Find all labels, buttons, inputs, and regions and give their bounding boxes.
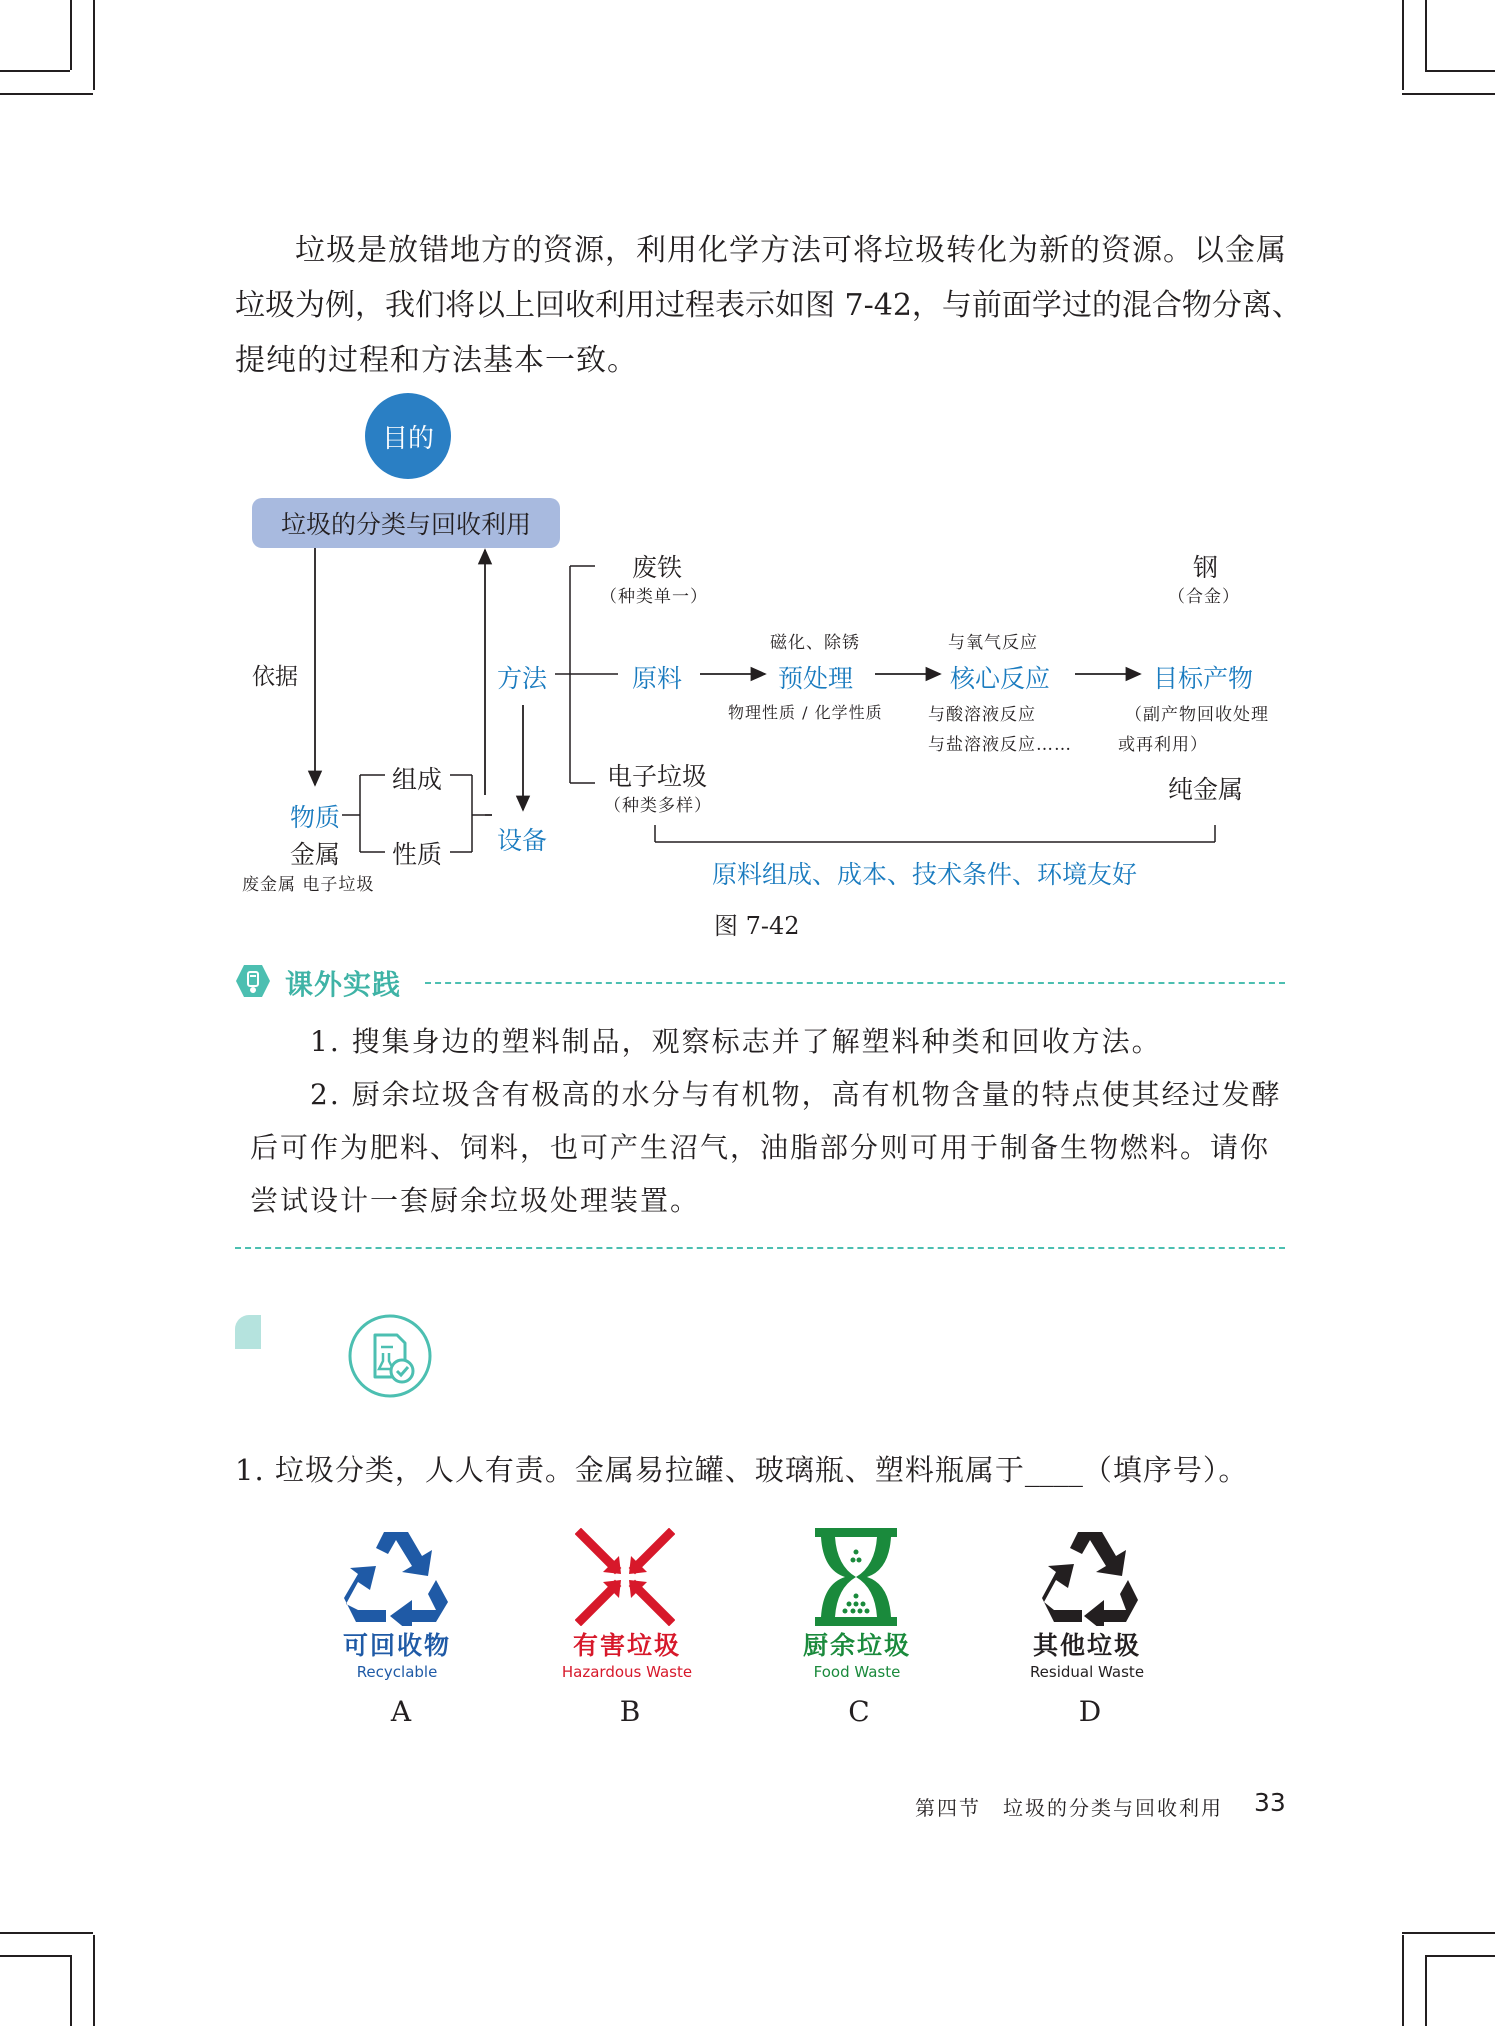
intro-line: 垃圾是放错地方的资源，利用化学方法可将垃圾转化为新的资源。以金属 (295, 233, 1287, 268)
intro-line: 提纯的过程和方法基本一致。 (235, 343, 638, 378)
e-waste-note: （种类多样） (604, 796, 712, 816)
figure-caption: 图 7-42 (714, 912, 800, 940)
core-top-note: 与氧气反应 (948, 633, 1038, 653)
crop-mark (1425, 1955, 1427, 2026)
option-letter: A (390, 1695, 412, 1728)
bin-name: 可回收物 (342, 1631, 451, 1660)
crop-mark (93, 1935, 95, 2026)
scrap-iron-label: 废铁 (632, 553, 683, 582)
substance-label: 物质 (290, 803, 341, 832)
question-1 (235, 1448, 1248, 1489)
practice-item: 尝试设计一套厨余垃圾处理装置。 (250, 1184, 701, 1217)
factors-label: 原料组成、成本、技术条件、环境友好 (712, 860, 1138, 889)
question-text: 1. 垃圾分类，人人有责。金属易拉罐、玻璃瓶、塑料瓶属于 (235, 1453, 1025, 1487)
metal-examples-note: 废金属 电子垃圾 (242, 875, 375, 895)
e-waste-label: 电子垃圾 (607, 762, 708, 791)
crop-mark (0, 1932, 93, 1934)
option-letter: C (848, 1695, 870, 1728)
hazard-arrows-icon (575, 1528, 675, 1626)
steel-note: （合金） (1168, 587, 1240, 607)
practice-title: 课外实践 (285, 968, 402, 1001)
bin-name: 其他垃圾 (1032, 1631, 1141, 1660)
scrap-iron-note: （种类单一） (600, 587, 708, 607)
pretreatment-bottom-note: 物理性质 / 化学性质 (728, 703, 883, 722)
hourglass-icon (815, 1528, 897, 1626)
core-reaction-label: 核心反应 (950, 664, 1051, 693)
metal-label: 金属 (290, 840, 341, 869)
crop-mark (1402, 1935, 1404, 2026)
crop-mark (70, 1955, 72, 2026)
raw-material-label: 原料 (632, 664, 683, 693)
bin-label-b (527, 1630, 727, 1682)
target-note: （副产物回收处理 (1125, 705, 1269, 725)
footer-section-title: 第四节 垃圾的分类与回收利用 (915, 1796, 1223, 1820)
pretreatment-top-note: 磁化、除锈 (770, 633, 860, 653)
method-label: 方法 (497, 664, 548, 693)
answer-blank[interactable]: ____ (1024, 1453, 1083, 1487)
crop-mark (1425, 1955, 1495, 1957)
intro-line: 垃圾为例，我们将以上回收利用过程表示如图 7-42，与前面学过的混合物分离、 (235, 288, 1302, 323)
property-label: 性质 (392, 840, 443, 869)
option-letter: B (619, 1695, 641, 1728)
bin-name-en: Recyclable (356, 1663, 438, 1681)
goal-box (252, 498, 560, 548)
practice-item: 后可作为肥料、饲料，也可产生沼气，油脂部分则可用于制备生物燃料。请你 (250, 1131, 1271, 1164)
practice-icon (235, 963, 271, 999)
pure-metal-label: 纯金属 (1168, 775, 1244, 804)
bin-name-en: Residual Waste (1029, 1663, 1145, 1681)
practice-item: 1. 搜集身边的塑料制品，观察标志并了解塑料种类和回收方法。 (310, 1025, 1162, 1058)
practice-item: 2. 厨余垃圾含有极高的水分与有机物，高有机物含量的特点使其经过发酵 (310, 1078, 1282, 1111)
composition-label: 组成 (392, 765, 443, 794)
exercise-tab-marker (235, 1315, 261, 1349)
bin-name-en: Hazardous Waste (561, 1663, 693, 1681)
goal-box-label: 垃圾的分类与回收利用 (280, 510, 531, 539)
core-bottom-note: 与酸溶液反应 (928, 705, 1036, 725)
purpose-badge (365, 393, 451, 479)
steel-label: 钢 (1193, 553, 1219, 582)
crop-mark (1402, 1932, 1495, 1934)
bin-name: 厨余垃圾 (802, 1631, 911, 1660)
question-suffix: （填序号）。 (1082, 1453, 1249, 1487)
diagram-lines (0, 0, 1495, 950)
practice-bottom-divider (235, 1247, 1285, 1249)
recycle-icon (340, 1528, 452, 1626)
core-bottom-note: 与盐溶液反应…… (928, 735, 1072, 755)
option-letter: D (1078, 1695, 1102, 1728)
exercise-document-icon (347, 1313, 433, 1399)
recycle-icon (1040, 1528, 1140, 1626)
purpose-badge-label: 目的 (381, 423, 434, 454)
bin-label-d (987, 1630, 1187, 1682)
basis-label: 依据 (252, 664, 298, 690)
crop-mark (0, 1955, 70, 1957)
bin-label-a (297, 1630, 497, 1682)
target-product-label: 目标产物 (1153, 664, 1254, 693)
page-number: 33 (1254, 1788, 1286, 1817)
bin-name-en: Food Waste (813, 1663, 901, 1681)
bin-label-c (757, 1630, 957, 1682)
target-note: 或再利用） (1118, 735, 1208, 755)
bin-name: 有害垃圾 (572, 1631, 681, 1660)
practice-top-divider (425, 982, 1285, 984)
equipment-label: 设备 (497, 826, 548, 855)
pretreatment-label: 预处理 (778, 664, 854, 693)
